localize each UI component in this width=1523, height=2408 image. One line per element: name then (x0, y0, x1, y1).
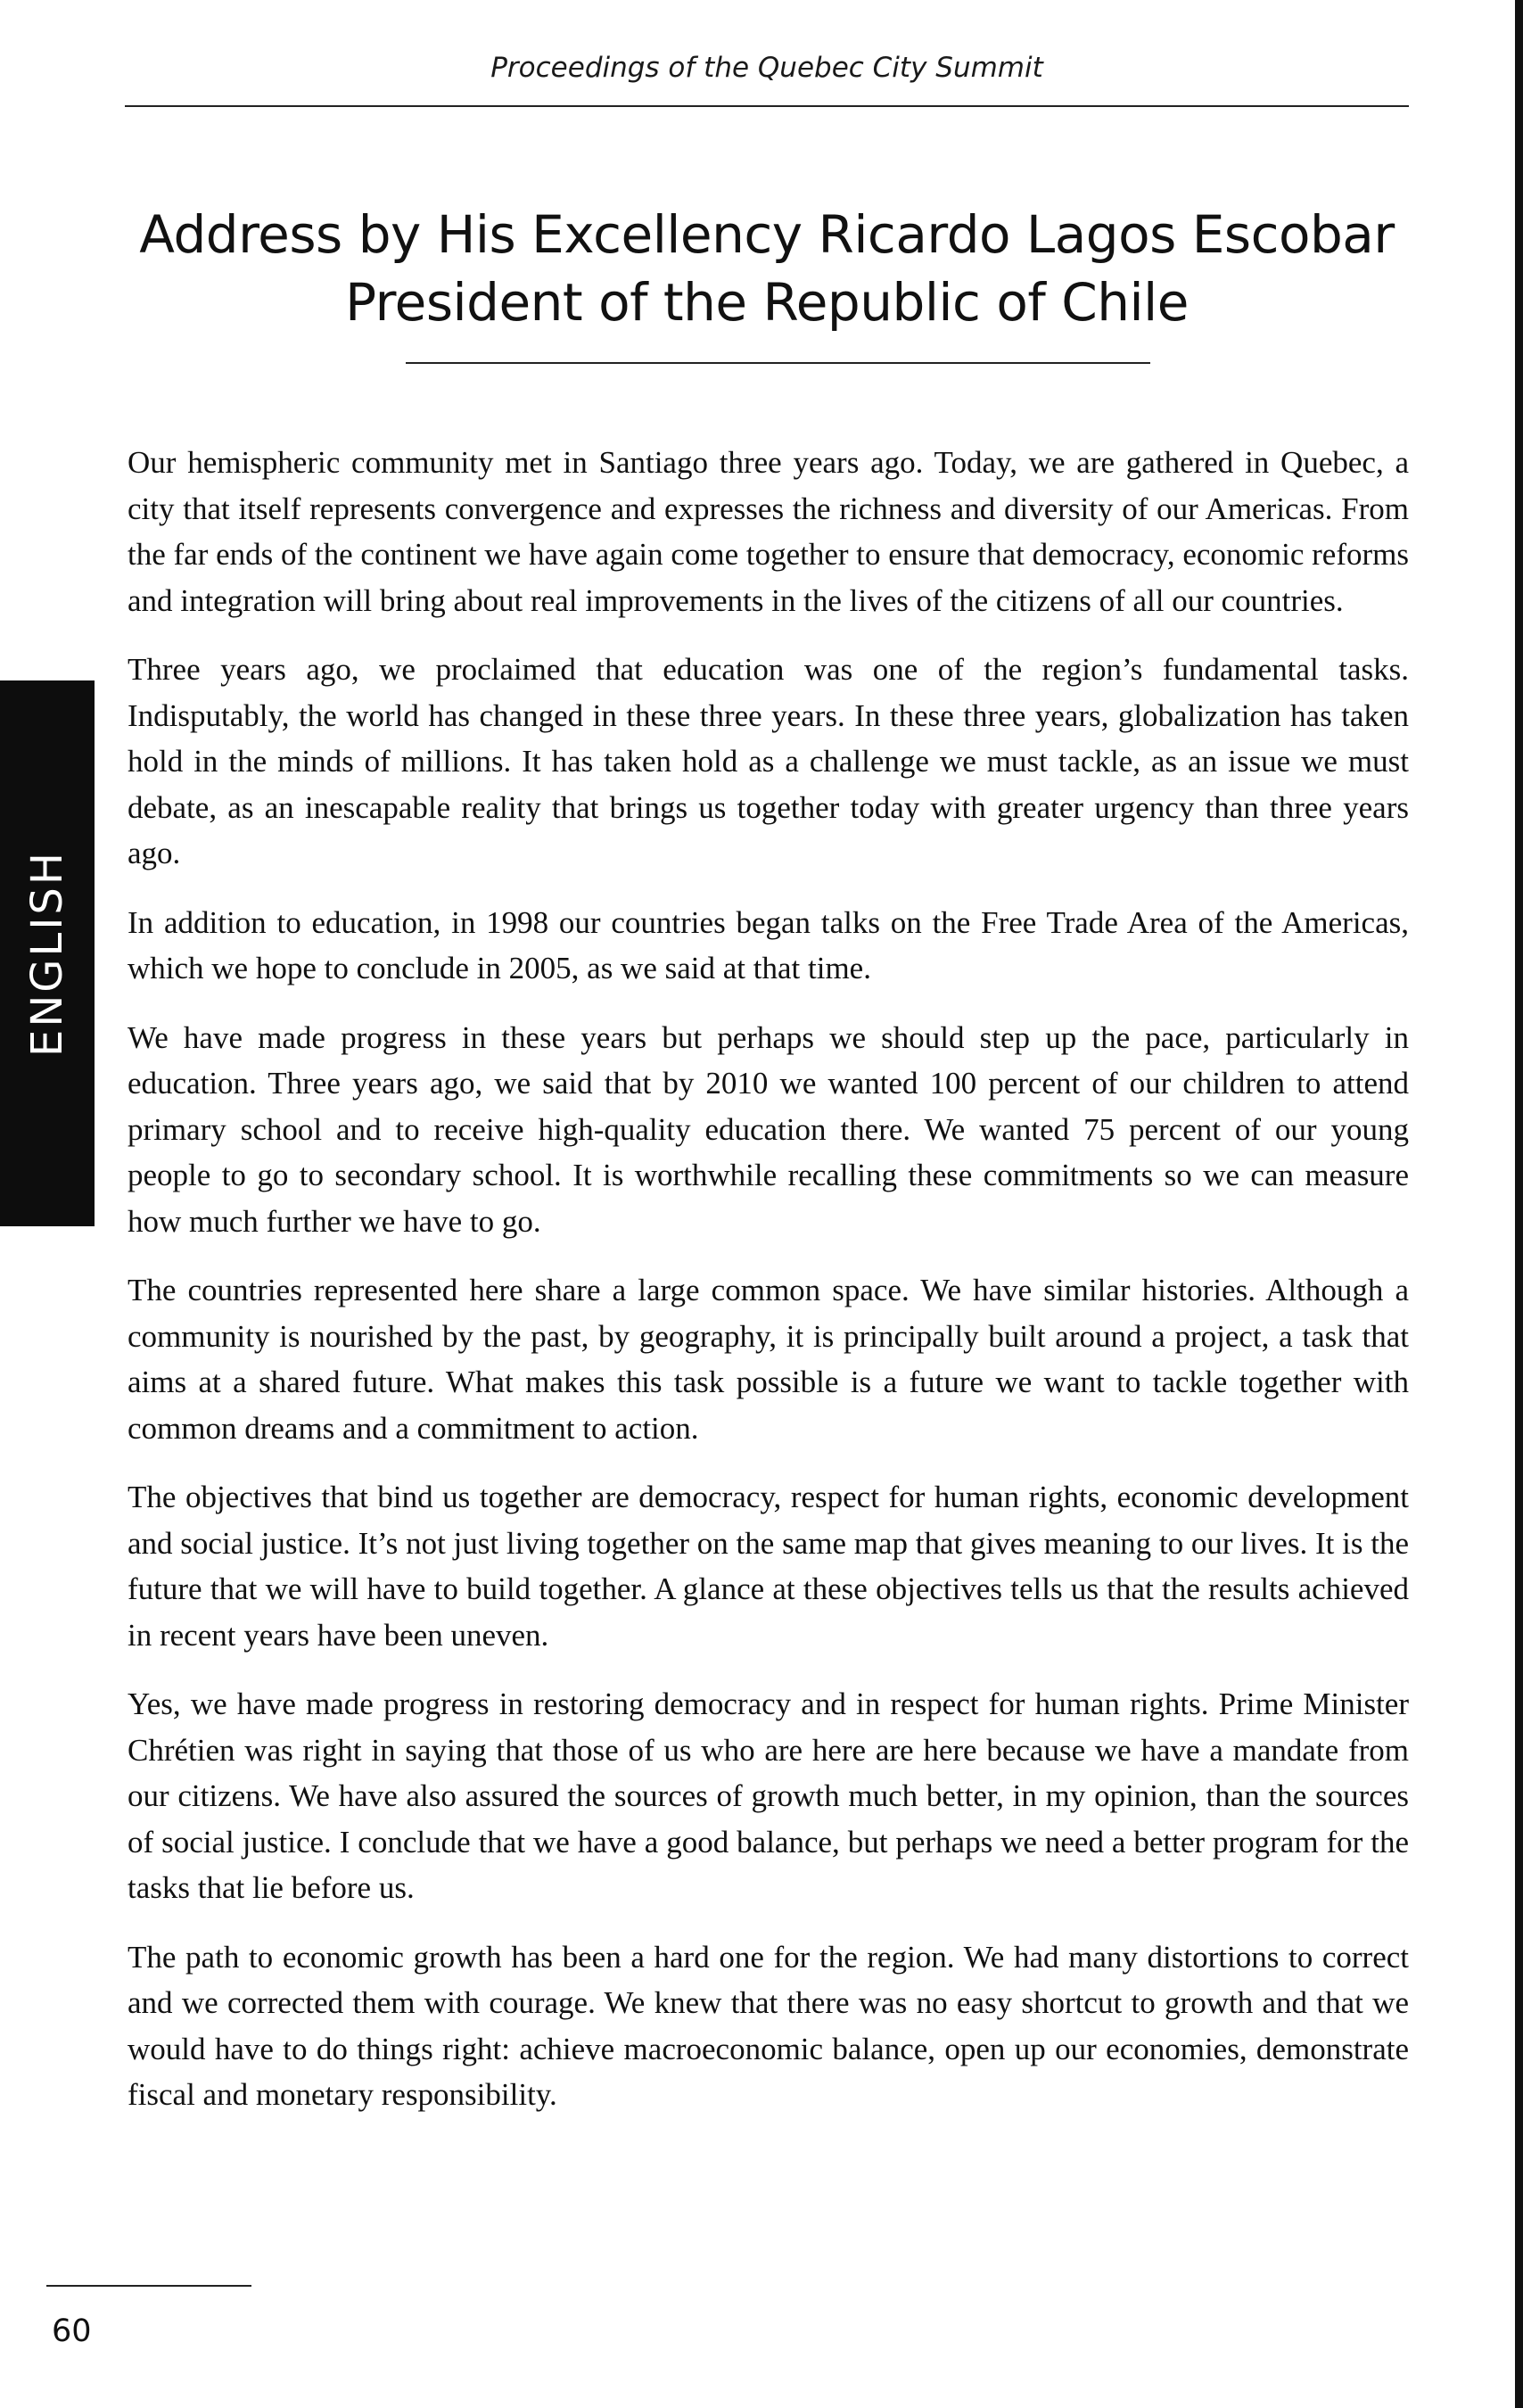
page-edge-bar (1515, 0, 1523, 2408)
paragraph: In addition to education, in 1998 our countries began talks on the Free Trade Area of the Americas, which we hope to conclude in 2005, as we said at that time. (128, 904, 1409, 985)
title-divider (406, 362, 1150, 364)
paragraph: Three years ago, we proclaimed that education was one of the region’s fundamental tasks. Indisputably, the world has changed in these three years. In these three years, globalization has taken hold in the minds of millions. It has taken hold as a challenge we must tackle, as an issue we must debate, as an inescapable reality that brings us together today with greater urgency than three years ago. (128, 652, 1409, 870)
page-number: 60 (52, 2313, 92, 2349)
title-line-2: President of the Republic of Chile (345, 272, 1189, 333)
paragraph: Yes, we have made progress in restoring democracy and in respect for human rights. Prime Minister Chrétien was right in saying that those of us who are here are here because we have a mandate from our citizens. We have also assured the sources of growth much better, in my opinion, than the sources of social justice. I conclude that we have a good balance, but perhaps we need a better program for the tasks that lie before us. (128, 1686, 1409, 1905)
footer-divider (46, 2285, 251, 2287)
body-text (128, 440, 1409, 2141)
language-tab-label: ENGLISH (22, 850, 72, 1057)
header-divider (125, 105, 1409, 107)
paragraph: The countries represented here share a large common space. We have similar histories. Although a community is nourished by the past, by geography, it is principally built around a project, a task that aims at a shared future. What makes this task possible is a future we want to tackle together with common dreams and a commitment to action. (128, 1273, 1409, 1446)
paragraph: The path to economic growth has been a hard one for the region. We had many distortions to correct and we corrected them with courage. We knew that there was no easy shortcut to growth and that we would have to do things right: achieve macroeconomic balance, open up our economies, demonstrate fiscal and monetary responsibility. (128, 1939, 1409, 2112)
paragraph: We have made progress in these years but perhaps we should step up the pace, particularly in education. Three years ago, we said that by 2010 we wanted 100 percent of our children to attend primary school and to receive high-quality education there. We wanted 75 percent of our young people to go to secondary school. It is worthwhile recalling these commitments so we can measure how much further we have to go. (128, 1019, 1409, 1239)
title-line-1: Address by His Excellency Ricardo Lagos Escobar (139, 204, 1395, 265)
paragraph: The objectives that bind us together are democracy, respect for human rights, economic development and social justice. It’s not just living together on the same map that gives meaning to our lives. It is the future that we will have to build together. A glance at these objectives tells us that the results achieved in recent years have been uneven. (128, 1480, 1409, 1653)
paragraph: Our hemispheric community met in Santiago three years ago. Today, we are gathered in Quebec, a city that itself represents convergence and expresses the richness and diversity of our Americas. From the far ends of the continent we have again come together to ensure that democracy, economic reforms and integration will bring about real improvements in the lives of the citizens of all our countries. (128, 445, 1409, 618)
page-title (125, 201, 1409, 336)
running-header: Proceedings of the Quebec City Summit (490, 52, 1043, 84)
language-tab (0, 680, 95, 1226)
